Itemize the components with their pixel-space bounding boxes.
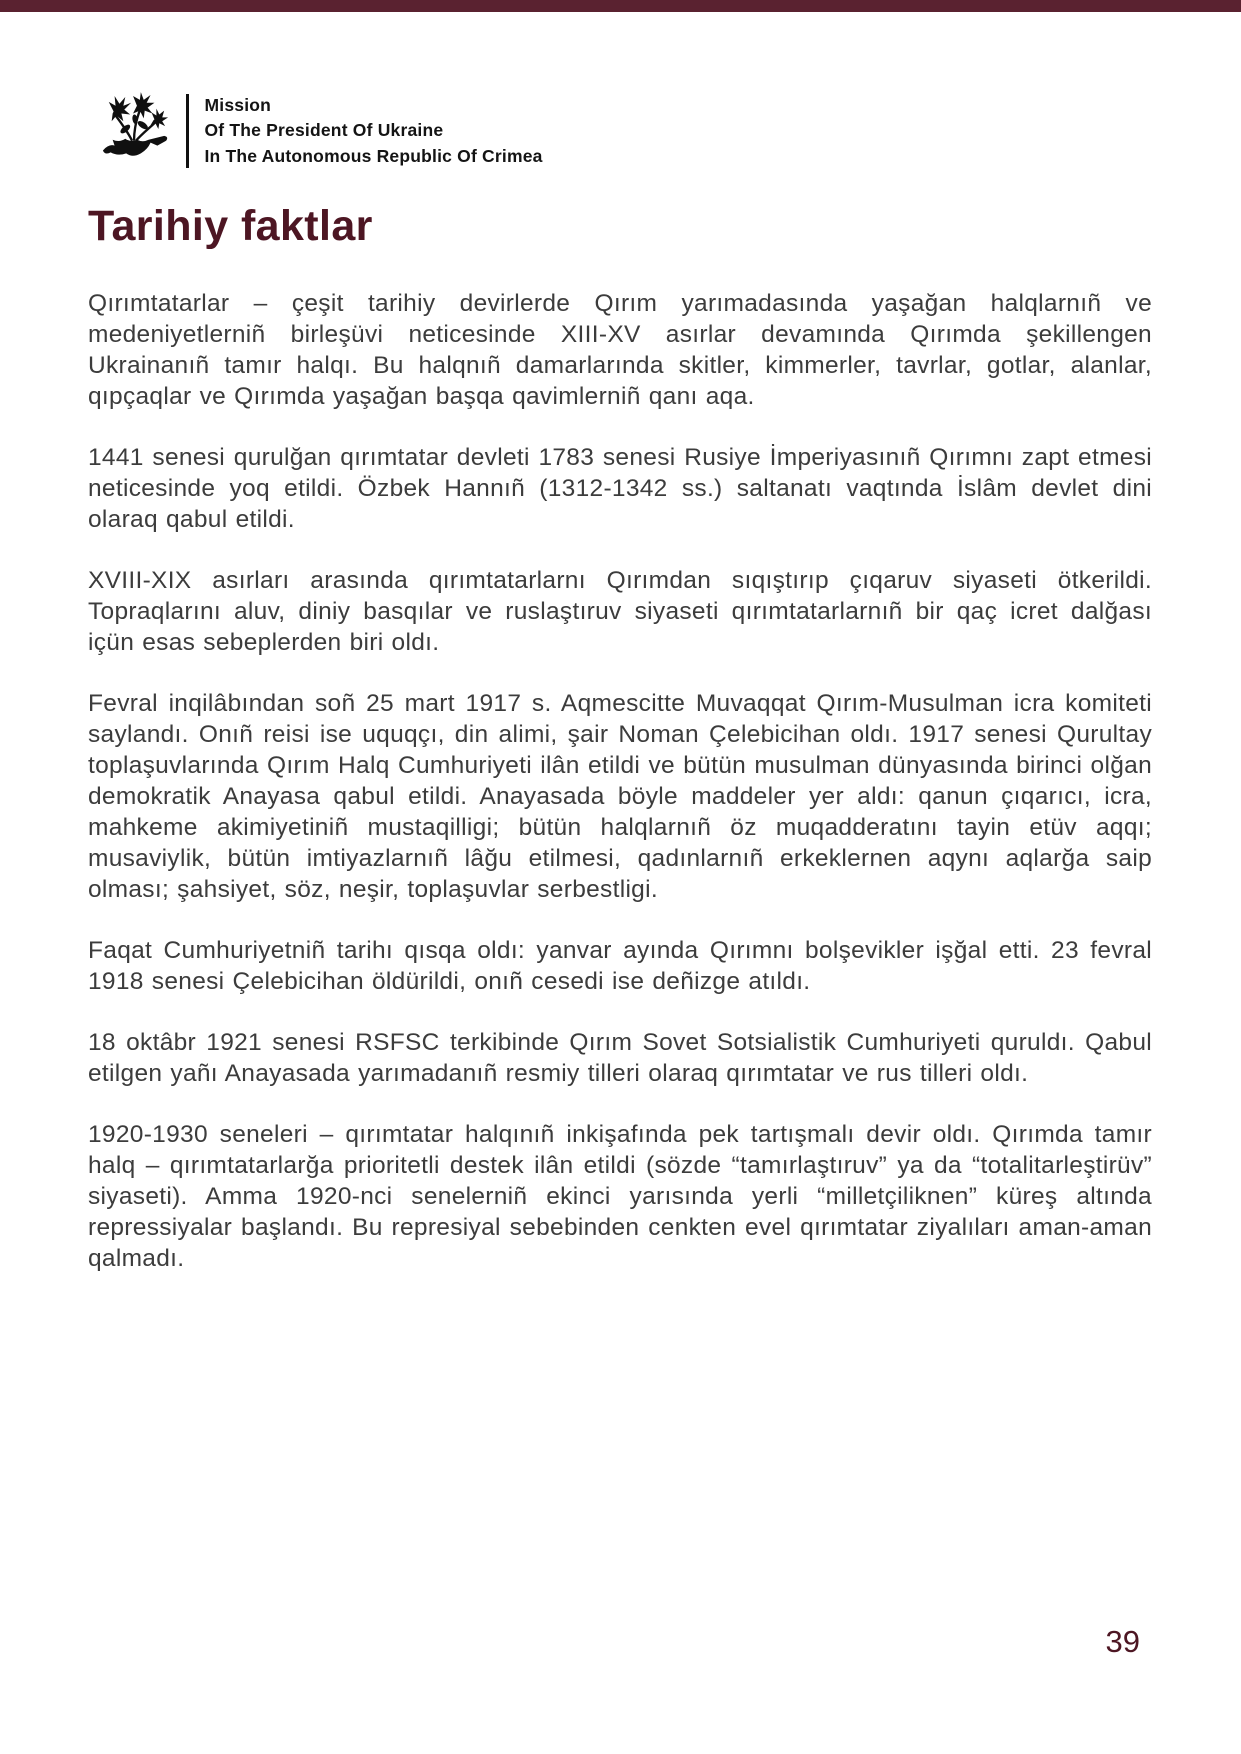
page-footer	[88, 1624, 1140, 1660]
mission-name	[205, 93, 543, 170]
header-divider	[186, 94, 189, 168]
paragraph-1917-republic: Fevral inqilâbından soñ 25 mart 1917 s. Aqmescitte Muvaqqat Qırım-Musulman icra komiteti saylandı. Onıñ reisi ise uquqçı, din alimi, şair Noman Çelebicihan oldı. 1917 senesi Qurultay toplaşuvlarında Qırım Halq Cumhuriyeti ilân etildi ve bütün musulman dünyasında birinci olğan demokratik Anayasa qabul etildi. Anayasada böyle maddeler yer aldı: qanun çıqarıcı, icra, mahkeme akimiyetiniñ mustaqilligi; bütün halqlarnıñ öz muqadderatını tayin etüv aqqı; musaviylik, bütün imtiyazlarnıñ lâğu etilmesi, qadınlarnıñ erkeklernen aqynı aqlarğa saip olması; şahsiyet, söz, neşir, toplaşuvlar serbestligi.	[88, 690, 1152, 903]
page-number: 39	[1105, 1624, 1140, 1659]
top-accent-bar	[0, 0, 1241, 12]
paragraph-origins: Qırımtatarlar – çeşit tarihiy devirlerde Qırım yarımadasında yaşağan halqlarnıñ ve medeniyetlerniñ birleşüvi neticesinde XIII-XV asırlar devamında Qırımda şekillengen Ukrainanıñ tamır halqı. Bu halqnıñ damarlarında skitler, kimmerler, tavrlar, gotlar, alanlar, qıpçaqlar ve Qırımda yaşağan başqa qavimlerniñ qanı aqa.	[88, 290, 1152, 410]
mission-name-line-3: In The Autonomous Republic Of Crimea	[204, 145, 543, 166]
mission-name-line-1: Mission	[204, 94, 272, 115]
paragraph-republic-end: Faqat Cumhuriyetniñ tarihı qısqa oldı: yanvar ayında Qırımnı bolşevikler işğal etti. 23 fevral 1918 senesi Çelebicihan öldürildi, onıñ cesedi ise deñizge atıldı.	[88, 937, 1152, 995]
paragraph-18-19-centuries: XVIII-XIX asırları arasında qırımtatarlarnı Qırımdan sıqıştırıp çıqaruv siyaseti ötkerildi. Topraqlarını aluv, diniy basqılar ve ruslaştıruv siyaseti qırımtatarlarnıñ bir qaç icret dalğası içün esas sebeplerden biri oldı.	[88, 567, 1152, 656]
paragraph-1921-assr: 18 oktâbr 1921 senesi RSFSC terkibinde Qırım Sovet Sotsialistik Cumhuriyeti quruldı. Qabul etilgen yañı Anayasada yarımadanıñ resmiy tilleri olaraq qırımtatar ve rus tilleri oldı.	[88, 1029, 1152, 1087]
mission-logo	[100, 90, 170, 172]
document-header	[100, 90, 543, 172]
crimea-ornament-icon	[100, 90, 170, 172]
mission-name-line-2: Of The President Of Ukraine	[204, 120, 444, 141]
paragraph-1920-1930: 1920-1930 seneleri – qırımtatar halqınıñ inkişafında pek tartışmalı devir oldı. Qırımda tamır halq – qırımtatarlarğa prioritetli destek ilân etildi (sözde “tamırlaştıruv” ya da “totalitarleştirüv” siyaseti). Amma 1920-nci senelerniñ ekinci yarısında yerli “milletçiliknen” küreş altında repressiyalar başlandı. Bu represiyal sebebinden cenkten evel qırımtatar ziyalıları aman-aman qalmadı.	[88, 1121, 1152, 1272]
page-title: Tarihiy faktlar	[88, 202, 373, 250]
paragraph-1441-state: 1441 senesi qurulğan qırımtatar devleti 1783 senesi Rusiye İmperiyasınıñ Qırımnı zapt etmesi neticesinde yoq etildi. Özbek Hannıñ (1312-1342 ss.) saltanatı vaqtında İslâm devlet dini olaraq qabul etildi.	[88, 444, 1152, 533]
article-body	[88, 288, 1152, 1304]
